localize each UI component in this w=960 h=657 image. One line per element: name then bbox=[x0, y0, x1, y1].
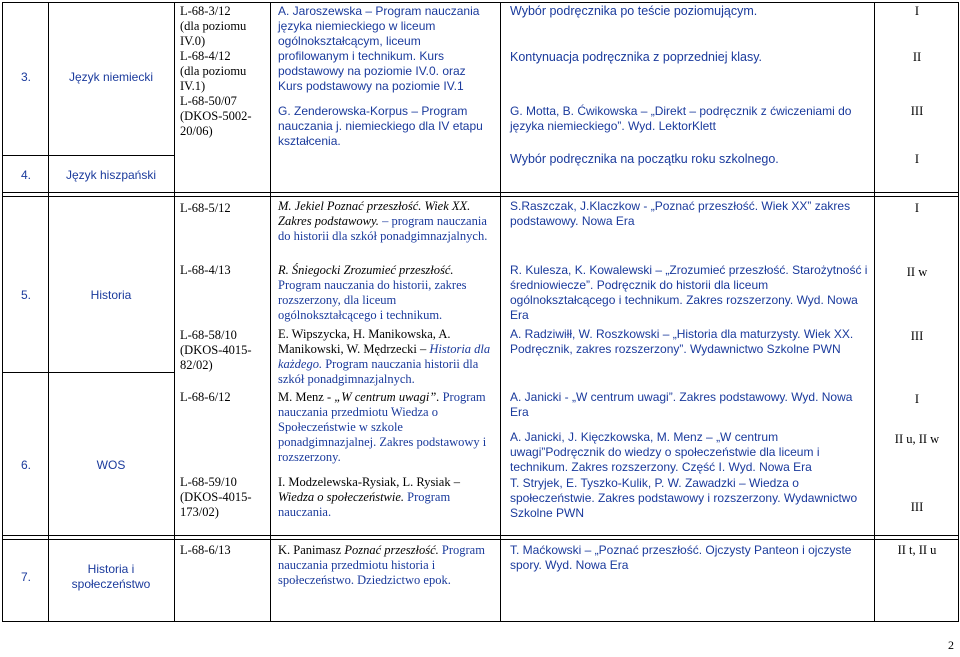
row-border bbox=[2, 155, 174, 156]
textbook: T. Stryjek, E. Tyszko-Kulik, P. W. Zawadzki – Wiedza o społeczeństwie. Zakres podstawowy i rozszerzony. Wydawnictwo Szkolne PWN bbox=[510, 476, 858, 520]
column-border bbox=[174, 2, 175, 622]
subject-name: Język niemiecki bbox=[68, 70, 154, 84]
textbook: Wybór podręcznika po teście poziomującym. bbox=[510, 4, 758, 18]
textbook: S.Raszczak, J.Klaczkow - „Poznać przeszłość. Wiek XX” zakres podstawowy. Nowa Era bbox=[510, 199, 851, 228]
row-number: 7. bbox=[20, 570, 31, 584]
program-description bbox=[278, 263, 493, 323]
level: II bbox=[912, 50, 922, 64]
program-title: „W centrum uwagi”. bbox=[334, 390, 440, 404]
program-title: Historia dla każdego. bbox=[278, 342, 491, 371]
program-code: L-68-58/10 (DKOS-4015- 82/02) bbox=[180, 328, 252, 372]
subject-name: WOS bbox=[96, 458, 126, 472]
program-codes: L-68-3/12 (dla poziomu IV.0) L-68-4/12 (dla poziomu IV.1) L-68-50/07 (DKOS-5002- 20/06) bbox=[180, 4, 252, 138]
row-border bbox=[2, 535, 958, 536]
column-border bbox=[874, 2, 875, 622]
row-number: 5. bbox=[20, 288, 31, 302]
subject-name: Historia i społeczeństwo bbox=[71, 562, 151, 591]
program-description bbox=[278, 475, 493, 520]
textbook: A. Janicki - „W centrum uwagi”. Zakres podstawowy. Wyd. Nowa Era bbox=[510, 390, 853, 419]
level: I bbox=[914, 392, 920, 406]
textbook: A. Janicki, J. Kięczkowska, M. Menz – „W centrum uwagi”Podręcznik do wiedzy o społeczeństwie dla liceum i technikum. Zakres rozszerzony. Część I. Wyd. Nowa Era bbox=[510, 430, 820, 474]
program-code: L-68-6/12 bbox=[180, 390, 231, 404]
subject-name: Historia bbox=[90, 288, 132, 302]
program-title: Poznać przeszłość. bbox=[344, 543, 439, 557]
level: II w bbox=[906, 265, 928, 279]
program-note: Program nauczania historii dla szkół ponadgimnazjalnych. bbox=[278, 357, 479, 386]
textbook: R. Kulesza, K. Kowalewski – „Zrozumieć przeszłość. Starożytność i średniowiecze”. Podręcznik do historii dla liceum ogólnokształcącego i technikum. Zakres rozszerzony. Wyd. Nowa Era bbox=[510, 263, 868, 322]
program-code: L-68-6/13 bbox=[180, 543, 231, 557]
program-code: L-68-5/12 bbox=[180, 201, 231, 215]
textbook: Kontynuacja podręcznika z poprzedniej klasy. bbox=[510, 50, 762, 64]
row-border bbox=[2, 196, 958, 197]
row-border bbox=[2, 539, 958, 540]
level: I bbox=[914, 4, 920, 18]
program-title: M. Jekiel Poznać przeszłość. Wiek XX. Zakres podstawowy. bbox=[278, 199, 471, 228]
program-authors: E. Wipszycka, H. Manikowska, A. Manikowski, W. Mędrzecki – bbox=[278, 327, 451, 356]
column-border bbox=[958, 2, 959, 622]
program-code: L-68-4/13 bbox=[180, 263, 231, 277]
subject-name: Język hiszpański bbox=[65, 168, 157, 182]
program-description bbox=[278, 390, 493, 465]
level: I bbox=[914, 201, 920, 215]
row-number: 4. bbox=[20, 168, 31, 182]
level: I bbox=[914, 152, 920, 166]
level: III bbox=[910, 104, 924, 118]
row-border bbox=[2, 192, 958, 193]
row-number: 6. bbox=[20, 458, 31, 472]
program-description: G. Zenderowska-Korpus – Program nauczania j. niemieckiego dla IV etapu kształcenia. bbox=[278, 104, 483, 148]
program-note: Program nauczania przedmiotu historia i społeczeństwo. Dziedzictwo epok. bbox=[278, 543, 485, 587]
page-number: 2 bbox=[948, 638, 954, 652]
column-border bbox=[270, 2, 271, 622]
level: II t, II u bbox=[897, 543, 937, 557]
program-code: L-68-59/10 (DKOS-4015- 173/02) bbox=[180, 475, 252, 519]
row-number: 3. bbox=[20, 70, 31, 84]
program-authors: M. Menz - bbox=[278, 390, 335, 404]
textbook: G. Motta, B. Ćwikowska – „Direkt – podręcznik z ćwiczeniami do języka niemieckiego”. Wyd. LektorKlett bbox=[510, 104, 852, 133]
textbook: A. Radziwiłł, W. Roszkowski – „Historia dla maturzysty. Wiek XX. Podręcznik, zakres rozszerzony”. Wydawnictwo Szkolne PWN bbox=[510, 327, 854, 356]
level: III bbox=[910, 500, 924, 514]
program-note: Program nauczania do historii, zakres rozszerzony, dla liceum ogólnokształcącego i technikum. bbox=[278, 278, 467, 322]
column-border bbox=[48, 2, 49, 622]
row-border bbox=[2, 621, 958, 622]
program-authors: K. Panimasz bbox=[278, 543, 345, 557]
row-border bbox=[2, 2, 958, 3]
row-border bbox=[2, 372, 174, 373]
program-title: R. Śniegocki Zrozumieć przeszłość. bbox=[278, 263, 454, 277]
textbook: T. Maćkowski – „Poznać przeszłość. Ojczysty Panteon i ojczyste spory. Wyd. Nowa Era bbox=[510, 543, 852, 572]
program-description: A. Jaroszewska – Program nauczania języka niemieckiego w liceum ogólnokształcącym, liceum profilowanym i technikum. Kurs podstawowy na poziomie IV.0. oraz Kurs podstawowy na poziomie IV.1 bbox=[278, 4, 480, 93]
program-title: Wiedza o społeczeństwie. bbox=[278, 490, 405, 504]
column-border bbox=[2, 2, 3, 622]
program-authors: I. Modzelewska-Rysiak, L. Rysiak – bbox=[278, 475, 460, 489]
program-description bbox=[278, 327, 493, 387]
program-note: – program nauczania do historii dla szkół ponadgimnazjalnych. bbox=[278, 214, 488, 243]
program-note: Program nauczania. bbox=[278, 490, 451, 519]
program-description bbox=[278, 199, 493, 244]
level: III bbox=[910, 329, 924, 343]
level: II u, II w bbox=[894, 432, 940, 446]
textbook: Wybór podręcznika na początku roku szkolnego. bbox=[510, 152, 779, 166]
column-border bbox=[500, 2, 501, 622]
program-note: Program nauczania przedmiotu Wiedza o Społeczeństwie w szkole ponadgimnazjalnej. Zakres podstawowy i rozszerzony. bbox=[278, 390, 487, 464]
program-description bbox=[278, 543, 493, 588]
